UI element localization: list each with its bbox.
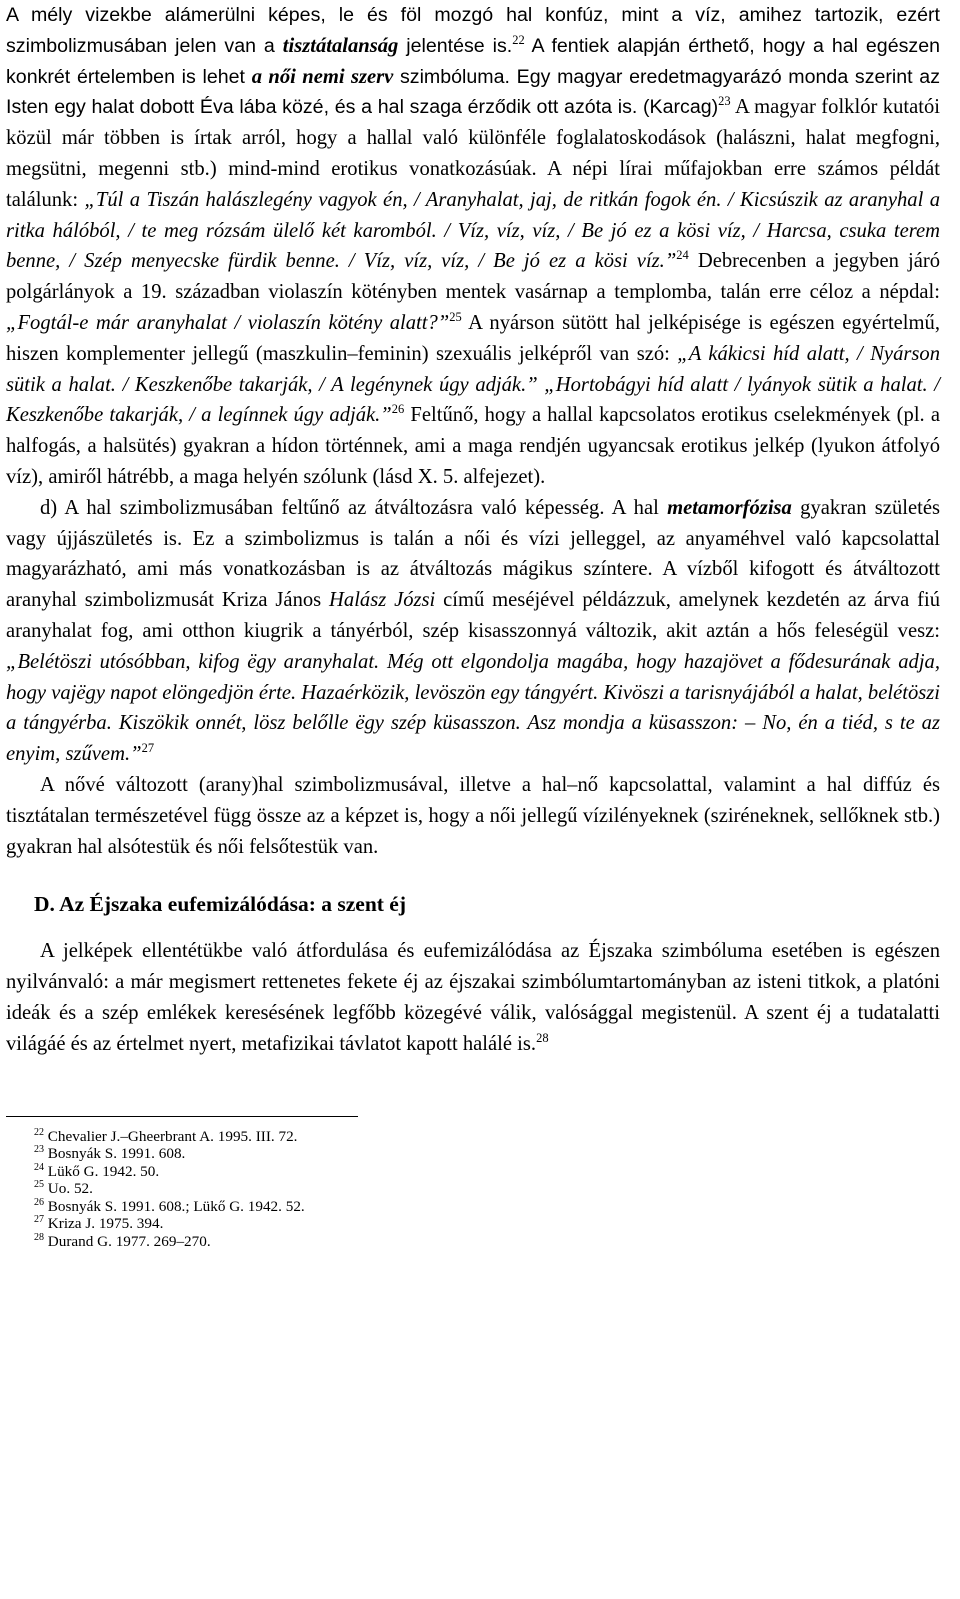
footnote-text: Bosnyák S. 1991. 608.; Lükő G. 1942. 52.: [47, 1197, 305, 1215]
footnote: [34, 1233, 940, 1251]
text-run: A fentiek alapján érthető, hogy a hal egészen konkrét értelemben is lehet: [6, 34, 940, 88]
footnote-divider: [6, 1116, 358, 1117]
footnote-text: Bosnyák S. 1991. 608.: [47, 1145, 186, 1163]
text-run: A magyar folklór kutatói közül már többen is írtak arról, hogy a hallal való különféle foglalatoskodások (halászni, halat megfogni, megsütni, megenni stb.) mind-mind erotikus vonatkozásúak.: [6, 96, 940, 180]
text-run: A népi lírai műfajokban erre számos példát találunk:: [6, 157, 940, 211]
document-page: [6, 0, 940, 1251]
footnote-ref[interactable]: 22: [512, 32, 525, 47]
footnote: [34, 1180, 940, 1198]
text-run: jelentése is.: [398, 34, 513, 57]
footnote-number: 25: [34, 1179, 44, 1191]
footnote: [34, 1128, 940, 1146]
text-run: gyakran születés vagy újjászületés is. Ez a szimbolizmus is talán a női és vízi jelleggel, az anyaméhvel való kapcsolattal magyarázható, ami más vonatkozásban is az átváltozás mágikus színtere. A vízből kifogott és átváltozott aranyhal szimbolizmusát Kriza János: [6, 496, 940, 612]
footnote-ref[interactable]: 26: [391, 402, 405, 417]
footnote-ref[interactable]: 24: [676, 248, 689, 263]
tale-quote: „Belétöszi utósóbban, kifog ëgy aranyhalat. Még ott elgondolja magába, hogy hazajövet a fődesurának adja, hogy vajëgy napot elöngedjön érte. Hazaérközik, levöszön egy tángyért. Kivöszi a tarisnyájából a halat, belétöszi a tángyérba. Kiszökik onnét, lösz belőlle ëgy szép küsasszon. Asz mondja a küsasszon: – No, én a tiéd, s te az enyim, szűvem.”: [6, 650, 940, 766]
paragraph-holy-night: [6, 936, 940, 1059]
paragraph-metamorphosis: [6, 493, 940, 770]
text-run: A nővé változott (arany)hal szimbolizmusával, illetve a hal–nő kapcsolattal, valamint a hal diffúz és tisztátalan természetével függ össze az a képzet is, hogy a női jellegű vízilényeknek (sziréneknek, sellőknek stb.) gyakran hal alsótestük és női felsőtestük van.: [6, 773, 940, 858]
footnote-text: Lükő G. 1942. 50.: [47, 1162, 160, 1180]
text-run: A jelképek ellentétükbe való átfordulása és eufemizálódása az Éjszaka szimbóluma esetében is egészen nyilvánvaló: a már megismert rettenetes fekete éj az éjszakai szimbólumtartományban az isteni titkok, a platóni ideák és a szép emlékek keresésének legfőbb közegévé válik, valósággal megistenül. A szent éj a tudatalatti világáé és az értelmet nyert, metafizikai távlatot kapott halálé is.: [6, 940, 940, 1055]
footnote-number: 22: [34, 1126, 44, 1138]
footnote-number: 26: [34, 1196, 44, 1208]
text-run: d) A hal szimbolizmusában feltűnő az átváltozásra való képesség. A hal: [40, 496, 668, 519]
text-run: című meséjével példázzuk, amelynek kezdetén az árva fiú aranyhalat fog, ami otthon kiugrik a tányérból, szép kisasszonnyá változik, akit aztán a hős feleségül vesz:: [6, 589, 940, 642]
footnote-text: Durand G. 1977. 269–270.: [47, 1233, 211, 1251]
text-run: Feltűnő, hogy a hallal kapcsolatos erotikus cselekmények (pl. a halfogás, a halsütés) gyakran a hídon történnek, ami a maga rendjén ugyancsak erotikus jelkép (lyukon átfolyó víz), amiről hátrébb, a maga helyén szólunk (lásd X. 5. alfejezet).: [6, 404, 940, 488]
paragraph-sirens: [6, 770, 940, 862]
footnote-text: Uo. 52.: [47, 1180, 93, 1198]
footnote-number: 27: [34, 1214, 44, 1226]
emphasis-term: metamorfózisa: [667, 496, 792, 519]
folk-song-quote: „Fogtál-e már aranyhalat / violaszín kötény alatt?”: [6, 311, 450, 334]
text-run: Debrecenben a jegyben járó polgárlányok a 19. században violaszín kötényben mentek vasárnap a templomba, talán erre céloz a népdal:: [6, 250, 940, 304]
paragraph-fish-symbolism: [6, 0, 940, 493]
footnote-number: 23: [34, 1144, 44, 1156]
footnote-ref[interactable]: 25: [449, 309, 462, 324]
text-run: A nyárson sütött hal jelképisége is egészen egyértelmű, hiszen komplementer jellegű (maszkulin–feminin) szexuális jelképről van szó:: [6, 311, 940, 365]
footnote: [34, 1163, 940, 1181]
footnote-text: Kriza J. 1975. 394.: [47, 1215, 164, 1233]
footnote: [34, 1145, 940, 1163]
footnote-text: Chevalier J.–Gheerbrant A. 1995. III. 72.: [47, 1127, 298, 1145]
footnote-ref[interactable]: 28: [536, 1030, 549, 1045]
folk-song-quote: „Túl a Tiszán halászlegény vagyok én, / Aranyhalat, jaj, de ritkán fogok én. / Kicsúszik az aranyhal a ritka hálóból, / te meg rózsám ülelő két karomból. / Víz, víz, víz, / Be jó ez a kösi víz, / Harcsa, csuka terem benne, / Szép menyecske fürdik benne. / Víz, víz, víz, / Be jó ez a kösi víz.”: [6, 188, 940, 273]
emphasis-term: tisztátalanság: [282, 34, 399, 57]
folk-song-quote: „A kákicsi híd alatt, / Nyárson sütik a halat. / Keszkenőbe takarják, / A legénynek úgy adják.” „Hortobágyi híd alatt / lyányok sütik a halat. / Keszkenőbe takarják, / a legínnek úgy adják.”: [6, 342, 940, 427]
footnote-ref[interactable]: 23: [718, 94, 731, 109]
footnote: [34, 1198, 940, 1216]
footnotes-list: [6, 1128, 940, 1251]
section-heading: D. Az Éjszaka eufemizálódása: a szent éj: [34, 892, 407, 917]
footnote-ref[interactable]: 27: [141, 741, 155, 756]
tale-title: Halász Józsi: [329, 589, 436, 612]
emphasis-term: a női nemi szerv: [251, 65, 394, 88]
text-run: szimbóluma. Egy magyar eredetmagyarázó monda szerint az Isten egy halat dobott Éva lába közé, és a hal szaga érződik ott azóta is. (Karcag): [6, 65, 940, 119]
footnote-number: 24: [34, 1161, 44, 1173]
text-run: A mély vizekbe alámerülni képes, le és föl mozgó hal konfúz, mint a víz, amihez tartozik, ezért szimbolizmusában jelen van a: [6, 4, 940, 57]
footnote: [34, 1215, 940, 1233]
footnote-number: 28: [34, 1232, 44, 1244]
